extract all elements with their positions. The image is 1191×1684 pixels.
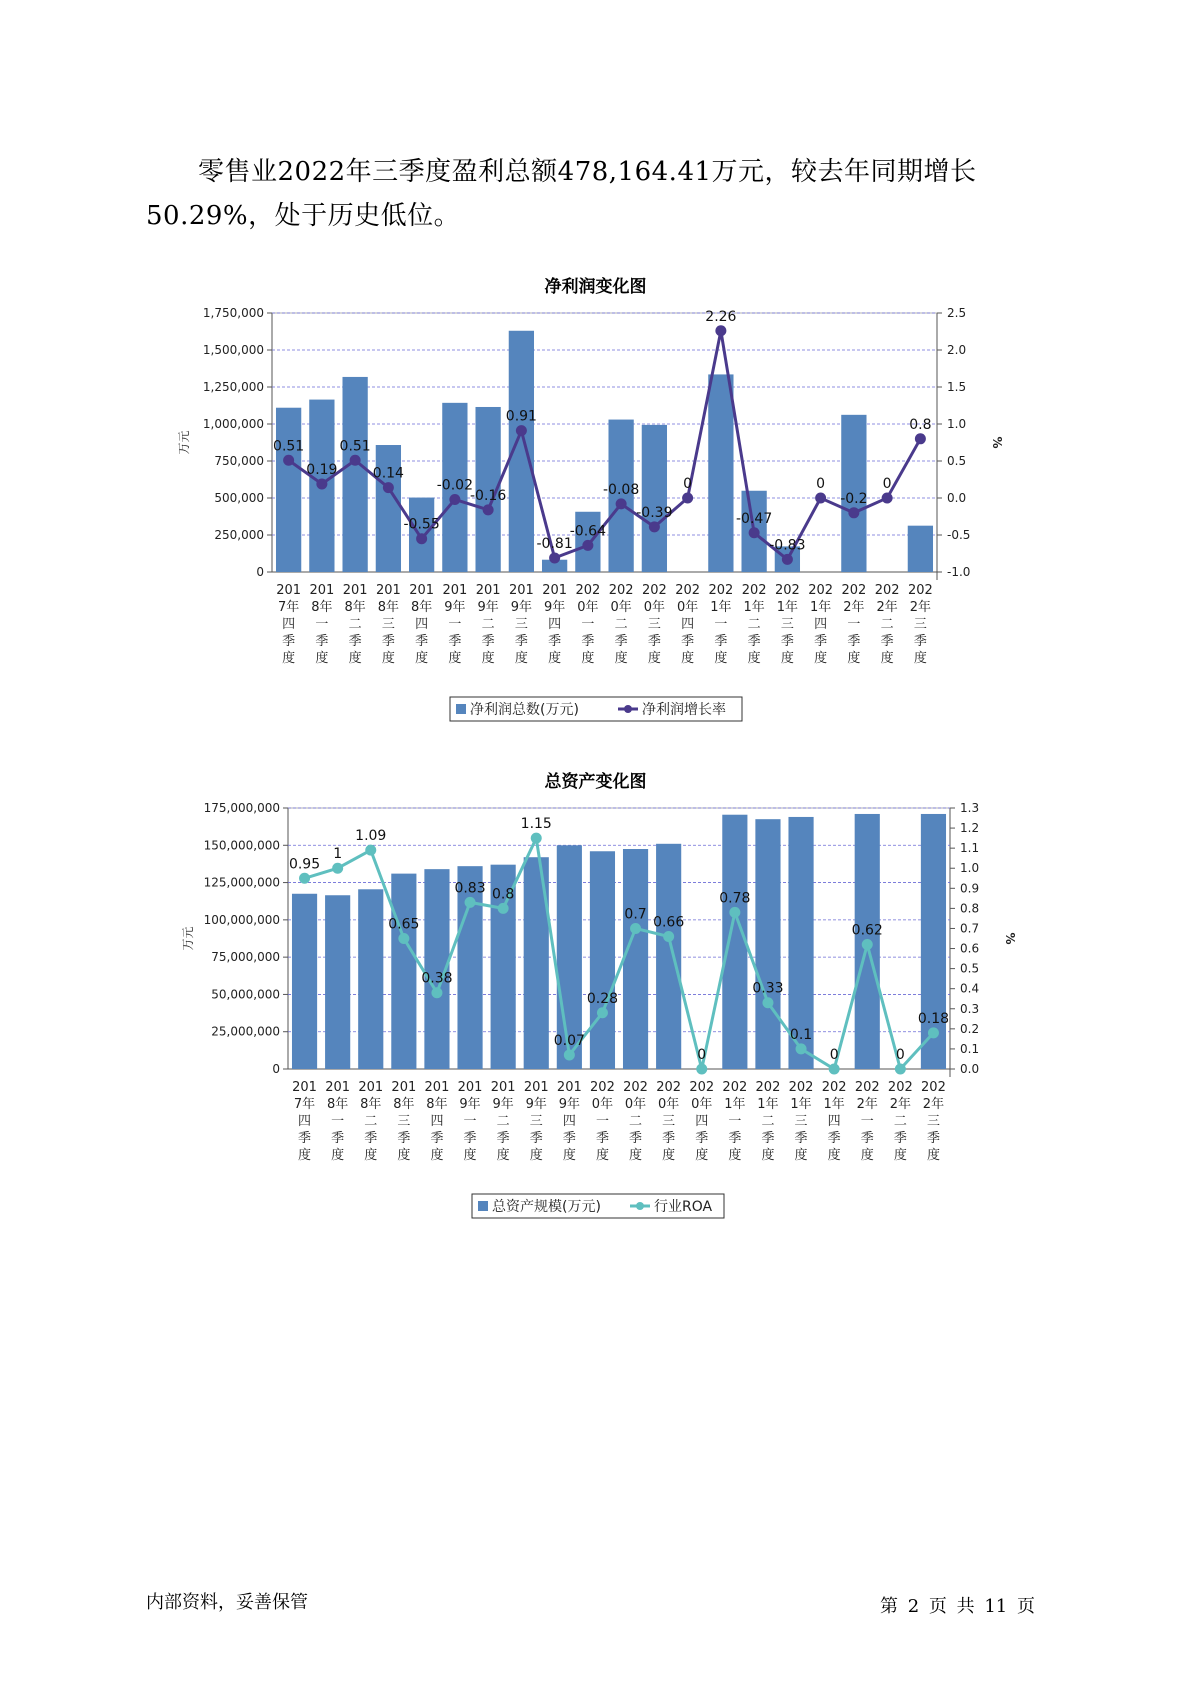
y-tick-label: 1,750,000 [202, 306, 264, 320]
data-label: -0.83 [769, 537, 806, 554]
line-point [431, 987, 442, 998]
line-point [895, 1064, 906, 1075]
line-point [829, 1064, 840, 1075]
y2-axis-label: % [990, 436, 1004, 449]
data-label: -0.16 [470, 487, 507, 504]
y-tick-label: 250,000 [214, 528, 264, 542]
x-tick-label: 201 9年三季度 [523, 1080, 549, 1163]
x-tick-label: 202 1年二季度 [755, 1080, 781, 1163]
data-label: 0.7 [624, 906, 647, 923]
line-point [696, 1064, 707, 1075]
y2-tick-label: 1.0 [960, 861, 980, 876]
y2-tick-label: 0.2 [960, 1021, 980, 1036]
data-label: 1.09 [355, 828, 387, 845]
y2-tick-label: 2.0 [947, 343, 967, 357]
data-label: 0 [683, 476, 693, 492]
y2-tick-label: 0.8 [960, 901, 980, 916]
y-tick-label: 150,000,000 [203, 838, 280, 853]
data-label: -0.55 [403, 516, 440, 533]
x-tick-label: 201 8年三季度 [391, 1080, 417, 1163]
x-tick-label: 202 0年一季度 [590, 1080, 615, 1163]
line-point [299, 873, 310, 884]
y2-tick-label: 1.0 [947, 417, 967, 431]
y2-tick-label: 1.3 [960, 801, 980, 815]
y-tick-label: 50,000,000 [211, 987, 280, 1002]
x-tick-label: 201 8年二季度 [342, 583, 368, 666]
data-label: 0.18 [917, 1010, 950, 1027]
y-tick-label: 100,000,000 [203, 912, 280, 927]
data-label: 0.78 [719, 890, 751, 907]
x-tick-label: 202 0年二季度 [623, 1080, 648, 1163]
data-label: 0.66 [653, 914, 685, 931]
x-tick-label: 202 0年三季度 [656, 1080, 682, 1163]
y-tick-label: 0 [272, 1062, 280, 1076]
y2-tick-label: 0.7 [960, 921, 980, 936]
x-tick-label: 201 8年三季度 [375, 583, 401, 666]
data-label: -0.47 [736, 510, 773, 527]
line-point [762, 997, 773, 1008]
x-tick-label: 202 1年三季度 [788, 1080, 814, 1163]
data-label: 0.91 [505, 408, 537, 425]
x-tick-label: 202 2年三季度 [907, 583, 933, 666]
x-tick-label: 202 1年三季度 [774, 583, 800, 666]
x-tick-label: 201 8年一季度 [325, 1080, 351, 1163]
bar [457, 866, 482, 1069]
y-axis-label: 万元 [177, 430, 191, 455]
y-axis-label: 万元 [181, 926, 195, 951]
data-label: 0.19 [306, 461, 338, 478]
line-point [663, 931, 674, 942]
line-point [498, 903, 509, 914]
y-tick-label: 125,000,000 [203, 875, 280, 890]
line-point [531, 833, 542, 844]
data-label: 2.26 [705, 308, 737, 325]
data-label: -0.02 [436, 477, 473, 494]
legend-bar-label: 总资产规模(万元) [492, 1199, 601, 1215]
x-tick-label: 202 0年一季度 [575, 583, 601, 666]
data-label: 0 [829, 1047, 839, 1063]
x-tick-label: 202 0年二季度 [608, 583, 634, 666]
summary-paragraph: 零售业2022年三季度盈利总额478,164.41万元，较去年同期增长50.29%，处于历史低位。 [146, 157, 977, 231]
y-tick-label: 175,000,000 [203, 801, 280, 815]
bar [292, 894, 317, 1069]
y-tick-label: 750,000 [214, 454, 264, 468]
bar [722, 815, 747, 1069]
y2-tick-label: 0.5 [960, 961, 980, 976]
x-tick-label: 201 9年二季度 [475, 583, 501, 666]
x-tick-label: 202 2年三季度 [921, 1080, 946, 1163]
legend-line-marker [636, 1202, 644, 1210]
data-label: 0.62 [851, 922, 883, 939]
x-tick-label: 201 8年四季度 [409, 583, 435, 666]
data-label: 0.14 [372, 465, 404, 482]
y2-tick-label: -1.0 [947, 565, 971, 579]
x-tick-label: 201 9年四季度 [556, 1080, 582, 1163]
y-tick-label: 25,000,000 [211, 1024, 280, 1039]
x-tick-label: 202 2年一季度 [841, 583, 867, 666]
data-label: 0.65 [388, 916, 420, 933]
data-label: 0.33 [752, 980, 784, 997]
data-label: 1 [333, 846, 343, 863]
chart2-title: 总资产变化图 [544, 772, 647, 792]
y2-tick-label: 0.0 [960, 1062, 980, 1076]
y2-tick-label: 0.1 [960, 1041, 980, 1056]
y2-tick-label: 2.5 [947, 306, 967, 320]
bar [623, 849, 648, 1069]
y2-tick-label: 1.2 [960, 821, 980, 836]
y2-tick-label: 0.4 [960, 981, 980, 996]
bar [325, 895, 350, 1069]
data-label: 0.51 [273, 438, 305, 455]
line-point [796, 1043, 807, 1054]
data-label: 0.28 [586, 990, 619, 1007]
data-label: 0 [895, 1047, 905, 1063]
y2-tick-label: -0.5 [947, 528, 971, 542]
bar [656, 844, 681, 1069]
x-tick-label: 201 8年四季度 [424, 1080, 450, 1163]
x-tick-label: 201 8年一季度 [309, 583, 335, 666]
data-label: 0.07 [553, 1032, 585, 1049]
y-tick-label: 1,250,000 [202, 380, 264, 394]
y2-tick-label: 0.9 [960, 881, 980, 896]
y2-tick-label: 1.5 [947, 380, 967, 394]
y2-axis-label: % [1003, 932, 1017, 945]
y2-tick-label: 0.3 [960, 1001, 980, 1016]
line-point [630, 923, 641, 934]
line-point [597, 1007, 608, 1018]
data-label: -0.81 [536, 535, 573, 552]
data-label: 0.8 [492, 886, 515, 903]
data-label: 0.95 [288, 856, 321, 873]
x-tick-label: 201 7年四季度 [292, 1080, 317, 1163]
data-label: 0 [697, 1047, 707, 1063]
footer-page-number: 第 2 页 共 11 页 [880, 1596, 1035, 1617]
bar [391, 874, 416, 1069]
data-label: -0.2 [840, 490, 868, 507]
y-tick-label: 1,000,000 [202, 417, 264, 431]
x-tick-label: 201 9年二季度 [490, 1080, 516, 1163]
data-label: -0.08 [603, 481, 640, 498]
line-point [862, 939, 873, 950]
y2-tick-label: 0.0 [947, 491, 967, 505]
x-tick-label: 201 9年四季度 [542, 583, 568, 666]
data-label: -0.39 [636, 504, 673, 521]
data-label: 0.8 [909, 416, 932, 433]
x-tick-label: 201 8年二季度 [358, 1080, 384, 1163]
x-tick-label: 202 0年三季度 [641, 583, 667, 666]
bar [358, 889, 383, 1069]
chart1-title: 净利润变化图 [544, 277, 647, 297]
legend-line-label: 净利润增长率 [642, 702, 726, 718]
x-tick-label: 201 7年四季度 [276, 583, 302, 666]
footer-confidential: 内部资料，妥善保管 [146, 1592, 308, 1613]
x-tick-label: 202 1年二季度 [741, 583, 767, 666]
data-label: 1.15 [520, 816, 552, 833]
x-tick-label: 201 9年一季度 [457, 1080, 483, 1163]
x-tick-label: 202 1年四季度 [821, 1080, 847, 1163]
bar [755, 819, 780, 1069]
data-label: 0.1 [789, 1026, 813, 1043]
x-tick-label: 202 0年四季度 [689, 1080, 715, 1163]
legend-line-label: 行业ROA [654, 1199, 713, 1215]
line-point [564, 1049, 575, 1060]
x-tick-label: 202 2年一季度 [854, 1080, 880, 1163]
x-tick-label: 202 1年一季度 [722, 1080, 748, 1163]
data-label: 0.38 [421, 970, 453, 987]
y-tick-label: 75,000,000 [211, 950, 280, 965]
y-tick-label: 500,000 [214, 491, 264, 505]
y2-tick-label: 0.5 [947, 454, 967, 468]
line-point [398, 933, 409, 944]
line-point [928, 1027, 939, 1038]
x-tick-label: 202 1年四季度 [808, 583, 834, 666]
x-tick-label: 202 2年二季度 [887, 1080, 913, 1163]
data-label: 0.51 [339, 438, 371, 455]
data-label: -0.64 [569, 523, 606, 540]
line-point [729, 907, 740, 918]
bar [590, 851, 615, 1069]
y2-tick-label: 1.1 [960, 841, 980, 856]
legend-bar-label: 净利润总数(万元) [470, 702, 579, 718]
line-point [332, 863, 343, 874]
line-point [465, 897, 476, 908]
x-tick-label: 202 1年一季度 [708, 583, 734, 666]
y2-tick-label: 0.6 [960, 941, 980, 956]
data-label: 0.83 [454, 880, 486, 897]
x-tick-label: 201 9年一季度 [442, 583, 468, 666]
y-tick-label: 1,500,000 [202, 343, 264, 357]
x-tick-label: 202 2年二季度 [874, 583, 900, 666]
line-point [365, 845, 376, 856]
y-tick-label: 0 [256, 565, 264, 579]
x-tick-label: 201 9年三季度 [508, 583, 534, 666]
data-label: 0 [816, 476, 826, 492]
data-label: 0 [882, 476, 892, 492]
legend-bar-swatch [478, 1201, 488, 1211]
x-tick-label: 202 0年四季度 [675, 583, 701, 666]
